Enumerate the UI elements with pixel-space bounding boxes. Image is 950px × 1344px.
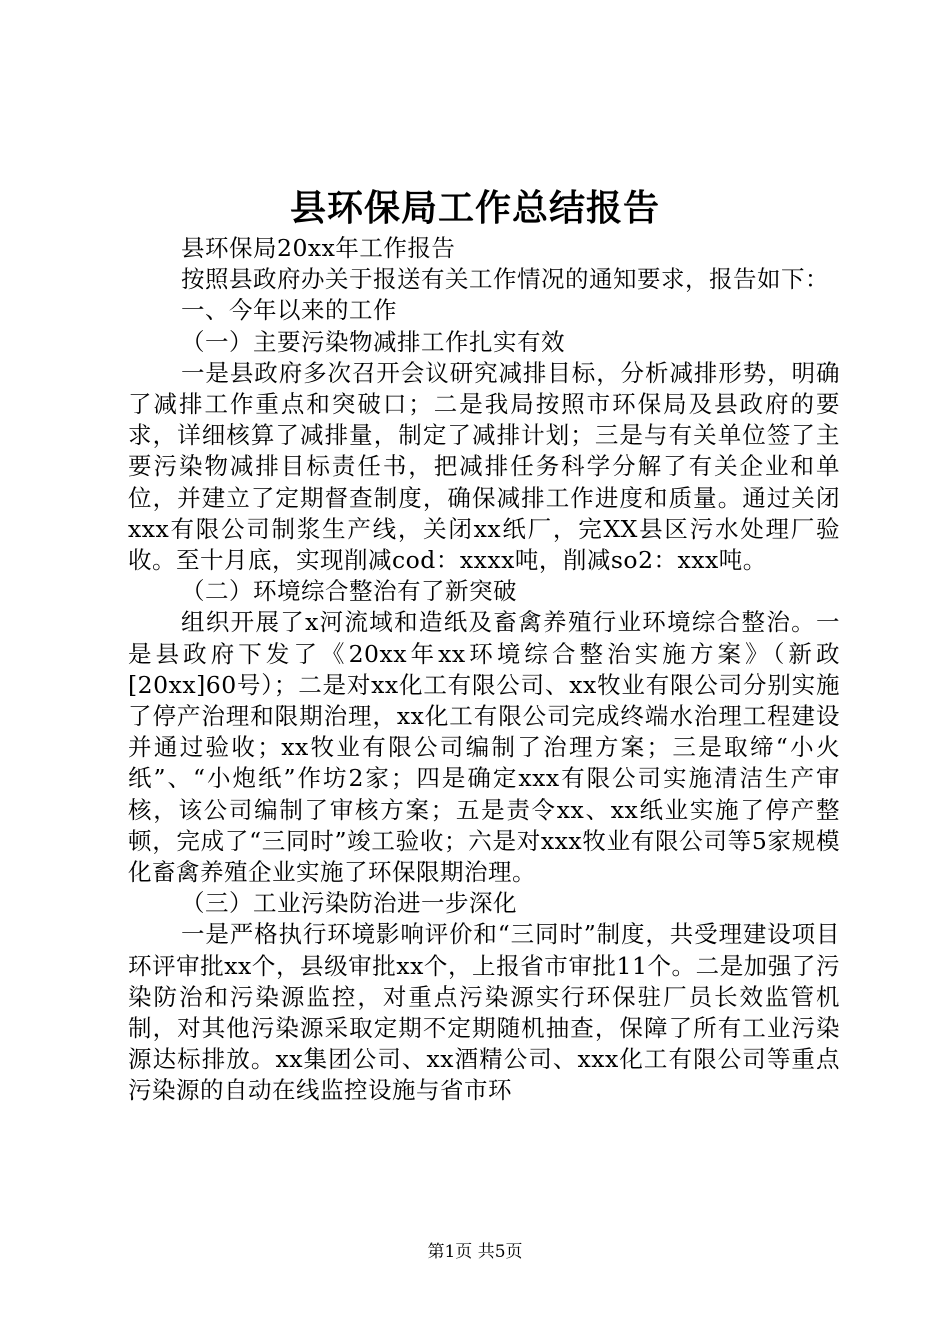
section-heading-1: 一、今年以来的工作 <box>181 296 397 325</box>
subsection-heading-2: （二）环境综合整治有了新突破 <box>181 577 517 606</box>
intro-paragraph: 按照县政府办关于报送有关工作情况的通知要求，报告如下： <box>181 265 829 294</box>
body-paragraph-environment: 组织开展了x河流域和造纸及畜禽养殖行业环境综合整治。一是县政府下发了《20xx年xx环境综合整治实施方案》（新政[20xx]60号）；二是对xx化工有限公司、xx牧业有限公司分别实施了停产治理和限期治理，xx化工有限公司完成终端水治理工程建设并通过验收；xx牧业有限公司编制了治理方案；三是取缔“小火纸”、“小炮纸”作坊2家；四是确定xxx有限公司实施清洁生产审核，该公司编制了审核方案；五是责令xx、xx纸业实施了停产整顿，完成了“三同时”竣工验收；六是对xxx牧业有限公司等5家规模化畜禽养殖企业实施了环保限期治理。 <box>128 608 840 887</box>
document-title: 县环保局工作总结报告 <box>289 187 660 229</box>
subsection-heading-1: （一）主要污染物减排工作扎实有效 <box>181 327 565 356</box>
body-paragraph-industrial: 一是严格执行环境影响评价和“三同时”制度，共受理建设项目环评审批xx个，县级审批xx个，上报省市审批11个。二是加强了污染防治和污染源监控，对重点污染源实行环保驻厂员长效监管机制，对其他污染源采取定期不定期随机抽查，保障了所有工业污染源达标排放。xx集团公司、xx酒精公司、xxx化工有限公司等重点污染源的自动在线监控设施与省市环 <box>128 920 840 1105</box>
page-footer: 第1页 共5页 <box>427 1242 523 1262</box>
subsection-heading-3: （三）工业污染防治进一步深化 <box>181 889 517 918</box>
body-paragraph-emission: 一是县政府多次召开会议研究减排目标，分析减排形势，明确了减排工作重点和突破口；二是我局按照市环保局及县政府的要求，详细核算了减排量，制定了减排计划；三是与有关单位签了主要污染物减排目标责任书，把减排任务科学分解了有关企业和单位，并建立了定期督查制度，确保减排工作进度和质量。通过关闭xxx有限公司制浆生产线，关闭xx纸厂，完XX县区污水处理厂验收。至十月底，实现削减cod：xxxx吨，削减so2：xxx吨。 <box>128 358 840 575</box>
document-body <box>128 233 840 1107</box>
report-subtitle: 县环保局20xx年工作报告 <box>181 234 456 262</box>
